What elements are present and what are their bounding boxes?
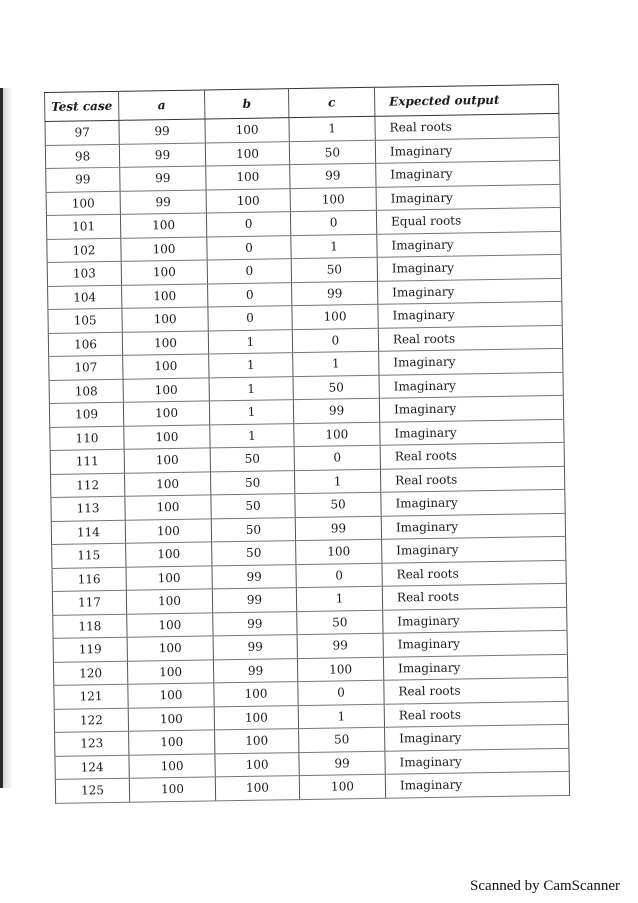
cell-b: 50	[211, 494, 295, 519]
cell-b: 99	[213, 611, 297, 636]
cell-a: 100	[129, 753, 215, 778]
cell-expected-output: Real roots	[378, 325, 562, 351]
cell-test-case: 107	[49, 355, 123, 380]
cell-test-case: 117	[52, 590, 126, 615]
cell-test-case: 100	[46, 191, 120, 216]
cell-b: 0	[208, 282, 292, 307]
cell-a: 100	[124, 471, 210, 496]
cell-expected-output: Real roots	[384, 701, 568, 727]
cell-a: 100	[125, 518, 211, 543]
cell-test-case: 99	[46, 167, 120, 192]
cell-a: 100	[123, 401, 209, 426]
cell-b: 100	[215, 752, 299, 777]
cell-expected-output: Real roots	[384, 677, 568, 703]
cell-a: 100	[127, 659, 213, 684]
cell-a: 100	[124, 424, 210, 449]
cell-test-case: 111	[50, 449, 124, 474]
test-case-table-container	[44, 84, 570, 798]
cell-a: 100	[127, 636, 213, 661]
cell-a: 100	[123, 377, 209, 402]
cell-expected-output: Imaginary	[383, 654, 567, 680]
cell-b: 50	[211, 517, 295, 542]
cell-test-case: 104	[48, 285, 122, 310]
cell-a: 100	[122, 307, 208, 332]
cell-test-case: 112	[51, 473, 125, 498]
cell-b: 100	[214, 705, 298, 730]
cell-a: 100	[128, 706, 214, 731]
cell-c: 50	[291, 257, 377, 282]
cell-test-case: 110	[50, 426, 124, 451]
cell-expected-output: Imaginary	[385, 771, 569, 797]
cell-b: 0	[207, 235, 291, 260]
cell-c: 1	[296, 586, 382, 611]
cell-b: 50	[210, 447, 294, 472]
cell-expected-output: Imaginary	[376, 160, 560, 186]
test-case-table	[44, 84, 570, 804]
cell-expected-output: Equal roots	[376, 207, 560, 233]
cell-c: 99	[293, 398, 379, 423]
header-c: c	[288, 87, 374, 117]
header-a: a	[118, 90, 204, 120]
cell-a: 100	[125, 495, 211, 520]
cell-test-case: 113	[51, 496, 125, 521]
cell-b: 1	[209, 400, 293, 425]
cell-c: 50	[297, 610, 383, 635]
cell-a: 100	[123, 354, 209, 379]
scanner-watermark: Scanned by CamScanner	[470, 878, 620, 894]
cell-expected-output: Imaginary	[379, 395, 563, 421]
cell-test-case: 108	[49, 379, 123, 404]
cell-test-case: 124	[55, 755, 129, 780]
cell-expected-output: Imaginary	[385, 748, 569, 774]
cell-c: 100	[294, 422, 380, 447]
cell-c: 1	[289, 116, 375, 141]
cell-a: 100	[129, 777, 215, 802]
cell-test-case: 121	[54, 684, 128, 709]
cell-expected-output: Imaginary	[378, 278, 562, 304]
cell-expected-output: Imaginary	[380, 419, 564, 445]
cell-b: 1	[208, 329, 292, 354]
cell-test-case: 106	[48, 332, 122, 357]
cell-expected-output: Real roots	[382, 560, 566, 586]
cell-a: 99	[120, 189, 206, 214]
cell-c: 50	[289, 140, 375, 165]
cell-b: 50	[210, 470, 294, 495]
cell-c: 0	[290, 210, 376, 235]
cell-c: 99	[297, 633, 383, 658]
cell-expected-output: Imaginary	[375, 137, 559, 163]
cell-b: 1	[209, 353, 293, 378]
cell-c: 0	[294, 445, 380, 470]
cell-b: 100	[215, 729, 299, 754]
cell-expected-output: Imaginary	[377, 254, 561, 280]
cell-b: 0	[207, 259, 291, 284]
cell-c: 100	[299, 774, 385, 799]
cell-c: 1	[293, 351, 379, 376]
cell-a: 99	[119, 119, 205, 144]
cell-a: 100	[120, 213, 206, 238]
cell-c: 1	[294, 469, 380, 494]
cell-expected-output: Real roots	[375, 113, 559, 139]
cell-c: 99	[295, 516, 381, 541]
cell-expected-output: Real roots	[382, 583, 566, 609]
header-expected-output: Expected output	[374, 84, 558, 116]
cell-test-case: 102	[47, 238, 121, 263]
page-shadow	[3, 88, 13, 788]
cell-b: 0	[206, 212, 290, 237]
cell-a: 100	[126, 565, 212, 590]
cell-b: 0	[208, 306, 292, 331]
cell-b: 1	[210, 423, 294, 448]
cell-a: 100	[124, 448, 210, 473]
cell-c: 99	[290, 163, 376, 188]
cell-expected-output: Imaginary	[381, 513, 565, 539]
cell-b: 100	[205, 141, 289, 166]
cell-a: 100	[121, 260, 207, 285]
cell-expected-output: Imaginary	[376, 184, 560, 210]
cell-c: 100	[297, 657, 383, 682]
cell-b: 99	[212, 564, 296, 589]
cell-test-case: 116	[52, 567, 126, 592]
cell-c: 100	[290, 187, 376, 212]
cell-c: 99	[299, 751, 385, 776]
cell-test-case: 118	[53, 614, 127, 639]
cell-test-case: 125	[55, 778, 129, 803]
header-test-case: Test case	[45, 91, 119, 121]
cell-b: 100	[206, 188, 290, 213]
cell-b: 99	[213, 635, 297, 660]
cell-c: 1	[291, 234, 377, 259]
cell-expected-output: Real roots	[380, 442, 564, 468]
cell-c: 100	[296, 539, 382, 564]
cell-c: 0	[298, 680, 384, 705]
cell-test-case: 109	[49, 402, 123, 427]
cell-b: 100	[205, 118, 289, 143]
cell-a: 99	[120, 166, 206, 191]
cell-test-case: 98	[45, 144, 119, 169]
cell-test-case: 122	[54, 708, 128, 733]
cell-test-case: 123	[55, 731, 129, 756]
cell-c: 0	[296, 563, 382, 588]
cell-b: 100	[206, 165, 290, 190]
cell-test-case: 115	[52, 543, 126, 568]
cell-a: 99	[119, 142, 205, 167]
cell-c: 0	[292, 328, 378, 353]
cell-a: 100	[122, 283, 208, 308]
cell-c: 50	[293, 375, 379, 400]
cell-expected-output: Imaginary	[381, 489, 565, 515]
cell-b: 100	[215, 776, 299, 801]
cell-test-case: 101	[46, 214, 120, 239]
cell-test-case: 105	[48, 308, 122, 333]
cell-b: 1	[209, 376, 293, 401]
cell-b: 100	[214, 682, 298, 707]
cell-expected-output: Imaginary	[385, 724, 569, 750]
cell-c: 50	[295, 492, 381, 517]
cell-a: 100	[127, 612, 213, 637]
header-b: b	[204, 89, 288, 119]
cell-test-case: 120	[53, 661, 127, 686]
cell-a: 100	[122, 330, 208, 355]
cell-c: 1	[298, 704, 384, 729]
cell-b: 99	[212, 588, 296, 613]
cell-test-case: 119	[53, 637, 127, 662]
cell-expected-output: Imaginary	[383, 630, 567, 656]
cell-c: 50	[299, 727, 385, 752]
cell-a: 100	[121, 236, 207, 261]
cell-expected-output: Imaginary	[378, 301, 562, 327]
cell-a: 100	[126, 542, 212, 567]
cell-a: 100	[126, 589, 212, 614]
cell-expected-output: Imaginary	[383, 607, 567, 633]
cell-test-case: 103	[47, 261, 121, 286]
cell-a: 100	[129, 730, 215, 755]
cell-expected-output: Imaginary	[379, 348, 563, 374]
cell-b: 50	[212, 541, 296, 566]
cell-c: 100	[292, 304, 378, 329]
table-body	[45, 113, 570, 802]
cell-test-case: 114	[51, 520, 125, 545]
cell-expected-output: Imaginary	[382, 536, 566, 562]
cell-a: 100	[128, 683, 214, 708]
cell-test-case: 97	[45, 120, 119, 145]
cell-expected-output: Real roots	[380, 466, 564, 492]
cell-b: 99	[213, 658, 297, 683]
cell-expected-output: Imaginary	[379, 372, 563, 398]
cell-expected-output: Imaginary	[377, 231, 561, 257]
cell-c: 99	[292, 281, 378, 306]
